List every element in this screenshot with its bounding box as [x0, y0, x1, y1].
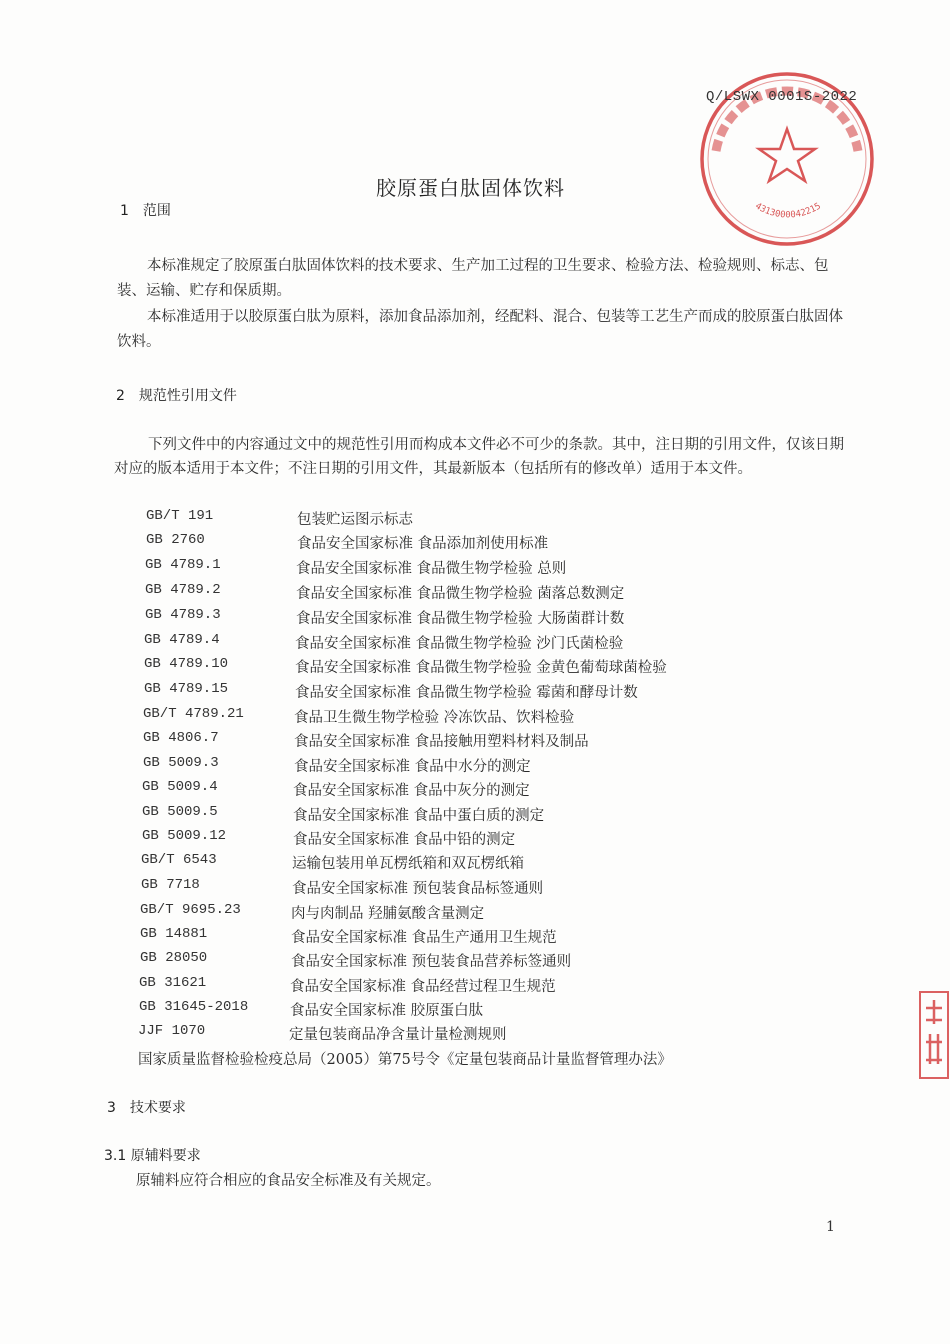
ref-title: 食品安全国家标准 食品添加剂使用标准: [297, 536, 549, 552]
ref-code: GB/T 191: [146, 508, 214, 524]
ref-code: GB 4789.2: [145, 582, 221, 598]
ref-code: GB 31621: [139, 975, 207, 991]
standard-code: Q/LSWX 0001S-2022: [706, 89, 858, 105]
svg-text:4313000042215: [753, 201, 823, 220]
ref-code: GB 4789.1: [145, 557, 221, 573]
seal-number: 4313000042215: [753, 201, 823, 221]
ref-code: GB 5009.4: [142, 779, 218, 795]
ref-title: 食品安全国家标准 食品经营过程卫生规范: [290, 979, 556, 995]
section-1-paragraph-1: 本标准规定了胶原蛋白肽固体饮料的技术要求、生产加工过程的卫生要求、检验方法、检验规则、标志、包装、运输、贮存和保质期。: [117, 258, 829, 299]
ref-title: 食品安全国家标准 食品微生物学检验 菌落总数测定: [296, 586, 625, 602]
section-3-1-text: 原辅料应符合相应的食品安全标准及有关规定。: [136, 1173, 441, 1189]
ref-code: GB 4789.3: [145, 607, 221, 623]
ref-title: 肉与肉制品 羟脯氨酸含量测定: [291, 906, 485, 922]
ref-title: 食品安全国家标准 预包装食品营养标签通则: [291, 954, 572, 970]
ref-title: 食品卫生微生物学检验 冷冻饮品、饮料检验: [294, 710, 575, 726]
section-2-heading: 2 规范性引用文件: [116, 388, 237, 404]
edge-stamp-fragment: [918, 990, 950, 1080]
ref-code: GB 4789.15: [144, 681, 229, 697]
ref-code: JJF 1070: [138, 1023, 206, 1039]
ref-title: 食品安全国家标准 食品中灰分的测定: [293, 783, 530, 799]
ref-title: 食品安全国家标准 食品中蛋白质的测定: [293, 808, 545, 824]
ref-title: 食品安全国家标准 食品生产通用卫生规范: [291, 930, 557, 946]
section-1-heading: 1 范围: [120, 203, 171, 219]
ref-title: 食品安全国家标准 预包装食品标签通则: [292, 881, 544, 897]
ref-title: 食品安全国家标准 食品微生物学检验 金黄色葡萄球菌检验: [295, 660, 667, 676]
ref-title: 定量包装商品净含量计量检测规则: [289, 1027, 507, 1043]
ref-title: 食品安全国家标准 食品接触用塑料材料及制品: [294, 734, 589, 750]
ref-code: GB 14881: [140, 926, 208, 942]
section-3-1-heading: 3.1 原辅料要求: [104, 1148, 201, 1164]
ref-code: GB 4806.7: [143, 730, 219, 746]
ref-code: GB 31645-2018: [139, 999, 249, 1015]
ref-title: 食品安全国家标准 胶原蛋白肽: [290, 1003, 484, 1019]
ref-code: GB 5009.12: [142, 828, 227, 844]
ref-code: GB 4789.10: [144, 656, 229, 672]
ref-code: GB/T 6543: [141, 852, 217, 868]
ref-title: 食品安全国家标准 食品微生物学检验 霉菌和酵母计数: [295, 685, 638, 701]
ref-code: GB 7718: [141, 877, 200, 893]
ref-code: GB/T 9695.23: [140, 902, 241, 918]
ref-code: GB 2760: [146, 532, 205, 548]
seal-star-icon: [759, 129, 815, 181]
section-2-intro: 下列文件中的内容通过文中的规范性引用而构成本文件必不可少的条款。其中，注日期的引用文件，仅该日期对应的版本适用于本文件；不注日期的引用文件，其最新版本（包括所有的修改单）适用于本文件。: [114, 437, 844, 477]
ref-title: 食品安全国家标准 食品微生物学检验 大肠菌群计数: [296, 611, 625, 627]
ref-code: GB 5009.5: [142, 804, 218, 820]
document-title: 胶原蛋白肽固体饮料: [376, 176, 565, 200]
ref-title: 食品安全国家标准 食品中水分的测定: [294, 759, 531, 775]
ref-title: 包装贮运图示标志: [297, 512, 413, 528]
ref-code: GB 4789.4: [144, 632, 220, 648]
ref-code: GB/T 4789.21: [143, 706, 244, 722]
page-number: 1: [826, 1219, 835, 1235]
ref-title: 食品安全国家标准 食品中铅的测定: [293, 832, 516, 848]
ref-code: GB 28050: [140, 950, 208, 966]
ref-code: GB 5009.3: [143, 755, 219, 771]
section-3-heading: 3 技术要求: [107, 1100, 186, 1116]
section-1-paragraph-2: 本标准适用于以胶原蛋白肽为原料，添加食品添加剂，经配料、混合、包装等工艺生产而成的胶原蛋白肽固体饮料。: [117, 309, 843, 350]
ref-title: 食品安全国家标准 食品微生物学检验 沙门氏菌检验: [295, 636, 624, 652]
ref-final-regulation: 国家质量监督检验检疫总局（2005）第75号令《定量包装商品计量监督管理办法》: [138, 1052, 672, 1068]
ref-title: 运输包装用单瓦楞纸箱和双瓦楞纸箱: [292, 856, 524, 872]
ref-title: 食品安全国家标准 食品微生物学检验 总则: [296, 561, 567, 577]
